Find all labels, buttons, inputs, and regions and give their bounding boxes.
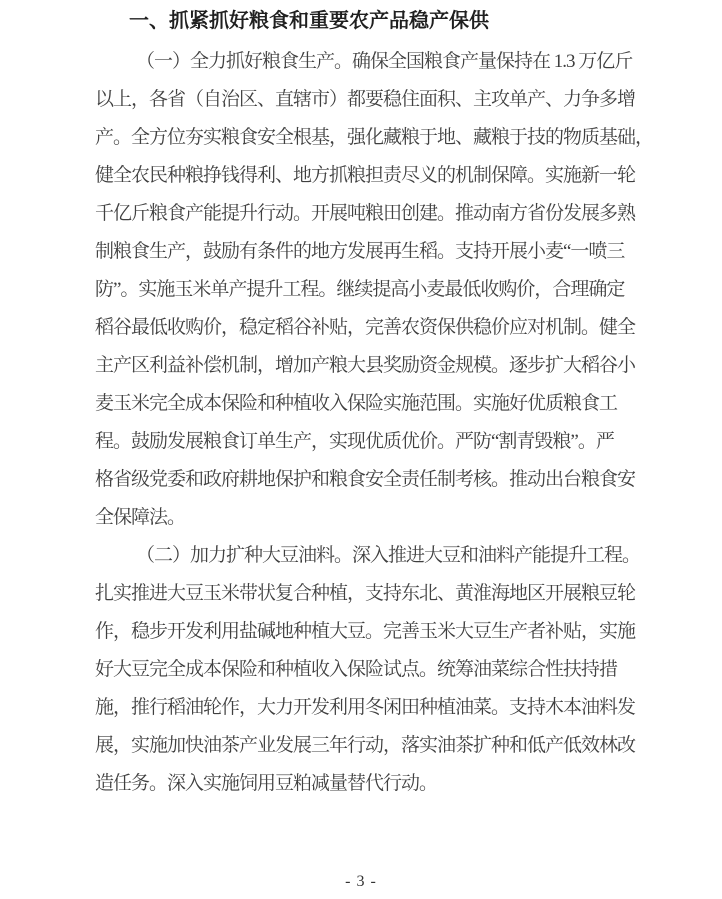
- text-line: 造任务。深入实施饲用豆粕减量替代行动。: [95, 773, 438, 794]
- paragraph: [95, 43, 654, 537]
- text-line: 扎实推进大豆玉米带状复合种植，支持东北、黄淮海地区开展粮豆轮: [95, 583, 636, 604]
- text-line: 主产区利益补偿机制，增加产粮大县奖励资金规模。逐步扩大稻谷小: [95, 355, 636, 376]
- text-line: 防”。实施玉米单产提升工程。继续提高小麦最低收购价，合理确定: [95, 279, 625, 300]
- paragraph: [95, 537, 640, 803]
- text-line: 稻谷最低收购价，稳定稻谷补贴，完善农资保供稳价应对机制。健全: [95, 317, 636, 338]
- text-line: 格省级党委和政府耕地保护和粮食安全责任制考核。推动出台粮食安: [95, 469, 636, 490]
- text-line: 制粮食生产，鼓励有条件的地方发展再生稻。支持开展小麦“一喷三: [95, 241, 625, 262]
- text-line: 千亿斤粮食产能提升行动。开展吨粮田创建。推动南方省份发展多熟: [95, 203, 636, 224]
- text-line: （二）加力扩种大豆油料。深入推进大豆和油料产能提升工程。: [136, 545, 641, 566]
- body-text: [95, 43, 654, 803]
- text-line: 好大豆完全成本保险和种植收入保险试点。统筹油菜综合性扶持措: [95, 659, 618, 680]
- text-line: 施，推行稻油轮作，大力开发利用冬闲田种植油菜。支持木本油料发: [95, 697, 636, 718]
- text-line: 全保障法。: [95, 507, 186, 528]
- text-line: 麦玉米完全成本保险和种植收入保险实施范围。实施好优质粮食工: [95, 393, 618, 414]
- text-line: 产。全方位夯实粮食安全根基，强化藏粮于地、藏粮于技的物质基础，: [95, 127, 654, 148]
- text-line: 以上，各省（自治区、直辖市）都要稳住面积、主攻单产、力争多增: [95, 89, 636, 110]
- page-number: - 3 -: [345, 873, 377, 890]
- text-line: 程。鼓励发展粮食订单生产，实现优质优价。严防“割青毁粮”。严: [95, 431, 614, 452]
- section-heading: 一、抓紧抓好粮食和重要农产品稳产保供: [129, 10, 489, 32]
- text-line: 作，稳步开发利用盐碱地种植大豆。完善玉米大豆生产者补贴，实施: [95, 621, 636, 642]
- text-line: 展，实施加快油茶产业发展三年行动，落实油茶扩种和低产低效林改: [95, 735, 636, 756]
- text-line: 健全农民种粮挣钱得利、地方抓粮担责尽义的机制保障。实施新一轮: [95, 165, 636, 186]
- text-line: （一）全力抓好粮食生产。确保全国粮食产量保持在 1.3 万亿斤: [136, 51, 633, 72]
